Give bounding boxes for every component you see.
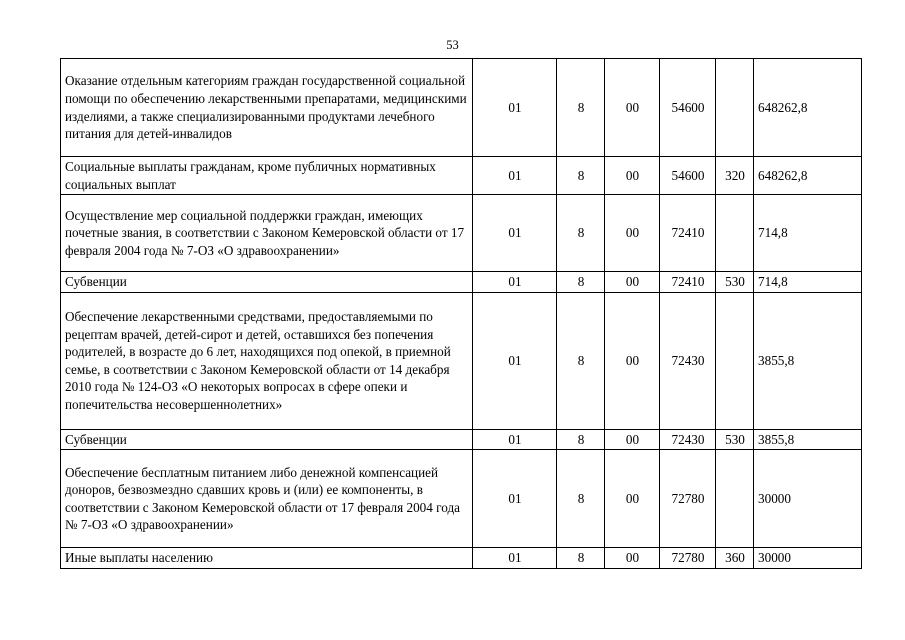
row-code: 00 [605,450,660,548]
row-code: 00 [605,429,660,450]
table-row [61,450,862,548]
row-subprogram: 8 [557,292,605,429]
row-expense-type [716,450,754,548]
row-direction: 72430 [660,429,716,450]
row-subprogram: 8 [557,548,605,569]
table-row [61,59,862,157]
row-section: 01 [473,292,557,429]
row-section: 01 [473,272,557,293]
row-subprogram: 8 [557,59,605,157]
row-amount: 714,8 [754,272,862,293]
table-row [61,429,862,450]
row-name: Осуществление мер социальной поддержки граждан, имеющих почетные звания, в соответствии с Законом Кемеровской области от 17 февраля 2004 года № 7-ОЗ «О здравоохранении» [61,195,473,272]
row-direction: 72780 [660,450,716,548]
row-expense-type [716,292,754,429]
row-name: Социальные выплаты гражданам, кроме публичных нормативных социальных выплат [61,157,473,195]
row-subprogram: 8 [557,157,605,195]
table-row [61,272,862,293]
row-amount: 648262,8 [754,157,862,195]
row-code: 00 [605,548,660,569]
row-section: 01 [473,59,557,157]
row-direction: 54600 [660,157,716,195]
row-subprogram: 8 [557,272,605,293]
table-row [61,195,862,272]
row-amount: 30000 [754,548,862,569]
row-subprogram: 8 [557,195,605,272]
row-direction: 54600 [660,59,716,157]
row-section: 01 [473,450,557,548]
row-code: 00 [605,195,660,272]
row-name: Обеспечение лекарственными средствами, предоставляемыми по рецептам врачей, детей-сирот и детей, оставшихся без попечения родителей, в возрасте до 6 лет, находящихся под опекой, в приемной семье, в соответствии с Законом Кемеровской области от 14 декабря 2010 года № 124-ОЗ «О некоторых вопросах в сфере опеки и попечительства несовершеннолетних» [61,292,473,429]
row-name: Обеспечение бесплатным питанием либо денежной компенсацией доноров, безвозмездно сдавших кровь и (или) ее компоненты, в соответствии с Законом Кемеровской области от 17 февраля 2004 года № 7-ОЗ «О здравоохранении» [61,450,473,548]
row-expense-type: 320 [716,157,754,195]
row-name: Иные выплаты населению [61,548,473,569]
row-amount: 648262,8 [754,59,862,157]
row-name: Субвенции [61,429,473,450]
page-number: 53 [446,38,459,52]
row-amount: 3855,8 [754,292,862,429]
row-expense-type [716,59,754,157]
row-section: 01 [473,157,557,195]
row-amount: 30000 [754,450,862,548]
table-row [61,548,862,569]
budget-table [60,58,862,569]
row-code: 00 [605,292,660,429]
row-name: Субвенции [61,272,473,293]
row-expense-type: 530 [716,272,754,293]
row-code: 00 [605,272,660,293]
row-code: 00 [605,157,660,195]
row-direction: 72410 [660,195,716,272]
table-row [61,157,862,195]
row-code: 00 [605,59,660,157]
table-row [61,292,862,429]
row-amount: 3855,8 [754,429,862,450]
row-name: Оказание отдельным категориям граждан государственной социальной помощи по обеспечению лекарственными препаратами, медицинскими изделиями, а также специализированными продуктами лечебного питания для детей-инвалидов [61,59,473,157]
row-section: 01 [473,548,557,569]
row-subprogram: 8 [557,450,605,548]
row-subprogram: 8 [557,429,605,450]
row-amount: 714,8 [754,195,862,272]
row-section: 01 [473,429,557,450]
row-direction: 72410 [660,272,716,293]
row-direction: 72780 [660,548,716,569]
row-expense-type [716,195,754,272]
row-expense-type: 360 [716,548,754,569]
row-expense-type: 530 [716,429,754,450]
row-section: 01 [473,195,557,272]
row-direction: 72430 [660,292,716,429]
